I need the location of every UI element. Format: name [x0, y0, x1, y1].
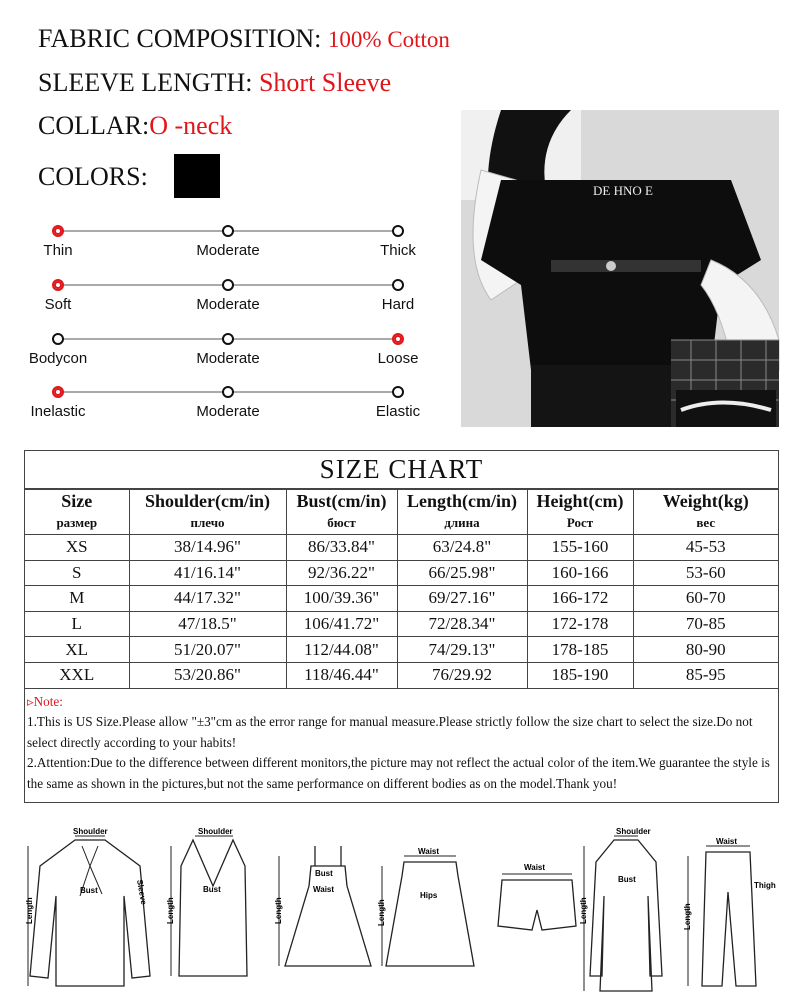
scale-label: Moderate [196, 242, 260, 259]
table-row [25, 637, 778, 663]
table-row [25, 662, 778, 688]
scale-dot[interactable] [222, 225, 234, 237]
table-cell: 53-60 [633, 560, 778, 586]
pants-diagram-icon [680, 826, 780, 996]
table-cell: 172-178 [527, 611, 633, 637]
table-cell: 66/25.98" [397, 560, 527, 586]
spec-fabric-value: 100% Cotton [327, 27, 450, 52]
blouse-diagram-icon [20, 826, 160, 996]
table-cell: 85-95 [633, 662, 778, 688]
table-row [25, 560, 778, 586]
note-1: 1.This is US Size.Please allow "±3"cm as the error range for manual measure.Please strictly follow the size chart to select the size.Do not select directly according to your habits! [27, 714, 753, 750]
label-bust-2: Bust [203, 885, 221, 894]
scale-bodycon [28, 332, 419, 372]
spec-colors-label: COLORS: [38, 162, 148, 191]
table-cell: 155-160 [527, 535, 633, 561]
spec-fabric [38, 24, 450, 54]
size-note [25, 689, 778, 798]
table-cell: 166-172 [527, 586, 633, 612]
table-cell: 86/33.84" [286, 535, 397, 561]
scale-label: Moderate [196, 350, 260, 367]
label-waist-4: Waist [418, 847, 440, 856]
table-cell: 38/14.96" [129, 535, 286, 561]
shirt-print-text: DE HNO E [593, 183, 653, 198]
skirt-diagram-icon [377, 826, 480, 996]
scale-label: Bodycon [28, 350, 88, 367]
table-cell: 160-166 [527, 560, 633, 586]
label-shoulder-6: Shoulder [616, 827, 651, 836]
spec-collar-label: COLLAR: [38, 111, 150, 140]
label-length-2: Length [166, 897, 175, 924]
spec-sleeve [38, 68, 391, 98]
scale-dot[interactable] [222, 279, 234, 291]
table-cell: 76/29.92 [397, 662, 527, 688]
label-waist-5: Waist [524, 863, 546, 872]
table-cell: 185-190 [527, 662, 633, 688]
label-bust-6: Bust [618, 875, 636, 884]
scale-dot[interactable] [392, 386, 404, 398]
column-header [25, 490, 129, 535]
size-table-header [25, 490, 778, 535]
vest-diagram-icon [165, 826, 265, 996]
table-cell: 74/29.13" [397, 637, 527, 663]
label-length-6: Length [579, 897, 588, 924]
shorts-diagram-icon [488, 826, 588, 996]
scale-label: Moderate [196, 296, 260, 313]
label-shoulder: Shoulder [73, 827, 108, 836]
table-cell: 80-90 [633, 637, 778, 663]
scale-dot[interactable] [52, 333, 64, 345]
column-subtitle: вес [696, 515, 716, 530]
table-cell: XXL [25, 662, 129, 688]
label-hips-4: Hips [420, 891, 438, 900]
table-cell: XS [25, 535, 129, 561]
table-cell: 70-85 [633, 611, 778, 637]
column-title: Shoulder(cm/in) [144, 491, 270, 511]
spec-collar [38, 111, 232, 141]
label-bust-3: Bust [315, 869, 333, 878]
scale-label: Moderate [196, 403, 260, 420]
column-subtitle: длина [444, 515, 480, 530]
column-subtitle: Рост [566, 515, 594, 530]
label-length-7: Length [683, 903, 692, 930]
table-cell: S [25, 560, 129, 586]
scale-soft [44, 278, 415, 318]
scale-label: Elastic [375, 403, 421, 420]
table-cell: 106/41.72" [286, 611, 397, 637]
label-length-4: Length [377, 899, 386, 926]
column-header [129, 490, 286, 535]
table-cell: 100/39.36" [286, 586, 397, 612]
table-cell: 51/20.07" [129, 637, 286, 663]
label-shoulder-2: Shoulder [198, 827, 233, 836]
column-header [397, 490, 527, 535]
scale-dot[interactable] [392, 279, 404, 291]
product-photo [461, 110, 779, 427]
table-cell: 41/16.14" [129, 560, 286, 586]
scale-dot-selected[interactable] [392, 333, 404, 345]
color-swatch-black[interactable] [174, 154, 220, 198]
size-chart [24, 450, 779, 803]
scale-label: Thick [380, 242, 416, 259]
scale-label: Soft [44, 296, 72, 313]
size-table [25, 489, 778, 689]
size-chart-title: SIZE CHART [25, 451, 778, 489]
table-cell: 47/18.5" [129, 611, 286, 637]
scale-dot-selected[interactable] [52, 225, 64, 237]
table-cell: 60-70 [633, 586, 778, 612]
column-title: Height(cm) [536, 491, 624, 511]
label-bust: Bust [80, 886, 98, 895]
table-cell: 72/28.34" [397, 611, 527, 637]
column-header [286, 490, 397, 535]
spec-fabric-label: FABRIC COMPOSITION: [38, 24, 322, 53]
scale-dot[interactable] [222, 333, 234, 345]
label-length-3: Length [274, 897, 283, 924]
note-2: 2.Attention:Due to the difference between different monitors,the picture may not reflect the actual color of the item.We guarantee the style is the same as shown in the pictures,but not the same performance on different bodies as on the model.Thank you! [27, 755, 770, 791]
table-cell: 92/36.22" [286, 560, 397, 586]
column-title: Size [61, 491, 93, 511]
column-subtitle: размер [56, 515, 98, 530]
table-cell: 69/27.16" [397, 586, 527, 612]
spec-colors [38, 162, 148, 192]
table-row [25, 535, 778, 561]
column-title: Length(cm/in) [407, 491, 517, 511]
scale-dot-selected[interactable] [52, 386, 64, 398]
label-waist-3: Waist [313, 885, 335, 894]
table-cell: XL [25, 637, 129, 663]
table-cell: 118/46.44" [286, 662, 397, 688]
table-cell: 112/44.08" [286, 637, 397, 663]
scale-label: Hard [381, 296, 415, 313]
coat-diagram-icon [580, 826, 675, 996]
table-cell: 63/24.8" [397, 535, 527, 561]
spec-collar-value: O -neck [149, 111, 233, 140]
table-cell: M [25, 586, 129, 612]
note-title: ▹Note: [27, 693, 63, 709]
scale-dot-selected[interactable] [52, 279, 64, 291]
column-title: Bust(cm/in) [296, 491, 387, 511]
spec-sleeve-label: SLEEVE LENGTH: [38, 68, 253, 97]
spec-sleeve-value: Short Sleeve [258, 68, 392, 97]
scale-label: Thin [43, 242, 73, 259]
column-subtitle: плечо [190, 515, 225, 530]
label-waist-7: Waist [716, 837, 738, 846]
table-cell: 53/20.86" [129, 662, 286, 688]
dress-diagram-icon [275, 826, 375, 996]
label-thigh-7: Thigh [754, 881, 776, 890]
table-cell: 44/17.32" [129, 586, 286, 612]
scale-dot[interactable] [392, 225, 404, 237]
column-title: Weight(kg) [662, 491, 749, 511]
table-cell: L [25, 611, 129, 637]
table-cell: 45-53 [633, 535, 778, 561]
scale-label: Loose [377, 350, 419, 367]
column-subtitle: бюст [327, 515, 356, 530]
table-row [25, 611, 778, 637]
scale-thin [43, 224, 416, 264]
scale-dot[interactable] [222, 386, 234, 398]
column-header [527, 490, 633, 535]
measurement-diagrams [20, 826, 780, 996]
scale-label: Inelastic [30, 403, 86, 420]
column-header [633, 490, 778, 535]
label-length: Length [25, 897, 34, 924]
scale-inelastic [30, 385, 421, 425]
table-cell: 178-185 [527, 637, 633, 663]
table-row [25, 586, 778, 612]
label-sleeve: Sleeve [134, 878, 149, 906]
